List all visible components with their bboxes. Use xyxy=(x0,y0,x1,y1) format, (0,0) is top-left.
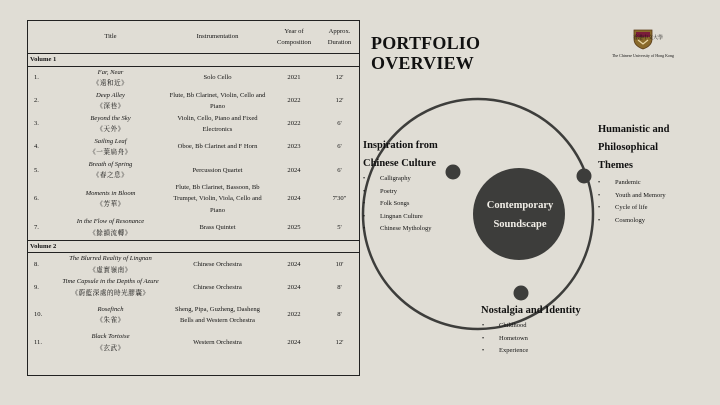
row-number: 1. xyxy=(34,74,39,82)
nostalgia-title: Nostalgia and Identity xyxy=(481,305,581,316)
row-number: 9. xyxy=(34,283,39,291)
instrumentation: Chinese Orchestra xyxy=(193,260,242,268)
instrumentation: Percussion Quartet xyxy=(192,166,243,174)
instrumentation: Oboe, Bb Clarinet and F Horn xyxy=(177,143,258,151)
work-title-zh: 《餘韻流轉》 xyxy=(89,229,132,237)
list-item: • Calligraphy xyxy=(363,173,431,186)
work-title: In the Flow of Resonance xyxy=(76,218,145,226)
header-title: Title xyxy=(54,21,167,54)
instrumentation: Violin, Cello, Piano and Fixed Electronics xyxy=(177,114,258,134)
inspiration-title xyxy=(363,137,438,173)
year: 2022 xyxy=(287,97,301,105)
work-title: Breath of Spring xyxy=(88,160,133,168)
duration: 6' xyxy=(337,166,342,174)
humanistic-title-line-1: Humanistic and xyxy=(598,124,670,135)
orbit-node-inspiration xyxy=(446,165,461,180)
list-item: • Youth and Memory xyxy=(598,190,666,203)
list-item: • Experience xyxy=(482,345,528,358)
duration: 10' xyxy=(335,260,344,268)
work-title: Sailing Leaf xyxy=(94,137,127,145)
work-title-zh: 《芳華》 xyxy=(96,201,125,209)
instrumentation: Chinese Orchestra xyxy=(193,283,242,291)
work-title-zh: 《玄武》 xyxy=(96,344,125,352)
duration: 5' xyxy=(337,224,342,232)
row-number: 5. xyxy=(34,166,39,174)
list-item: • Cosmology xyxy=(598,215,666,228)
row-number: 8. xyxy=(34,260,39,268)
duration: 8' xyxy=(337,283,342,291)
inspiration-title-line-1: Inspiration from xyxy=(363,140,438,151)
work-title: Beyond the Sky xyxy=(90,114,131,122)
duration: 6' xyxy=(337,143,342,151)
volume-label: Volume 2 xyxy=(28,240,359,253)
university-name-zh: 香港中文大學 xyxy=(633,36,664,41)
orbit-node-humanistic xyxy=(577,169,592,184)
humanistic-title-line-3: Themes xyxy=(598,160,633,171)
list-item: • Folk Songs xyxy=(363,198,431,211)
inspiration-title-line-2: Chinese Culture xyxy=(363,158,437,169)
year: 2024 xyxy=(287,283,301,291)
duration: 7'30" xyxy=(332,195,347,203)
instrumentation: Brass Quintet xyxy=(199,224,236,232)
work-title-zh: 《虛實嶺南》 xyxy=(89,266,132,274)
work-title-zh: 《春之息》 xyxy=(92,172,129,180)
row-number: 10. xyxy=(34,311,43,319)
row-number: 11. xyxy=(34,338,42,346)
work-title: Black Tortoise xyxy=(91,333,130,341)
duration: 12' xyxy=(335,74,344,82)
university-name-en: The Chinese University of Hong Kong xyxy=(611,53,675,58)
instrumentation: Flute, Bb Clarinet, Violin, Cello and Piano xyxy=(169,91,266,111)
duration: 8' xyxy=(337,311,342,319)
list-item: • Childhood xyxy=(482,320,528,333)
instrumentation: Flute, Bb Clarinet, Bassoon, Bb Trumpet, Violin, Viola, Cello and Piano xyxy=(173,183,262,214)
work-title: Deep Alley xyxy=(96,91,125,99)
humanistic-title-line-2: Philosophical xyxy=(598,142,659,153)
year: 2025 xyxy=(287,224,301,232)
row-number: 7. xyxy=(34,224,39,232)
duration: 6' xyxy=(337,120,342,128)
list-item: • Hometown xyxy=(482,333,528,346)
work-title: The Blurred Reality of Lingnan xyxy=(69,255,152,263)
year: 2021 xyxy=(287,74,301,82)
year: 2024 xyxy=(287,260,301,268)
hub-label-line-1: Contemporary xyxy=(486,200,554,211)
year: 2022 xyxy=(287,311,301,319)
title-line-1: PORTFOLIO xyxy=(371,33,481,53)
orbit-node-nostalgia xyxy=(514,286,529,301)
row-number: 6. xyxy=(34,195,39,203)
work-title-zh: 《一葉扁舟》 xyxy=(89,149,132,157)
year: 2022 xyxy=(287,120,301,128)
volume-label: Volume 1 xyxy=(28,54,359,67)
work-title: Moments in Bloom xyxy=(85,189,136,197)
instrumentation: Sheng, Pipa, Guzheng, Dasheng Bells and Western Orchestra xyxy=(175,305,260,325)
nostalgia-list xyxy=(482,320,528,358)
work-title: Far, Near xyxy=(97,68,124,76)
list-item: • Chinese Mythology xyxy=(363,223,431,236)
hub-label-line-2: Soundscape xyxy=(493,219,547,230)
title-line-2: OVERVIEW xyxy=(371,53,474,73)
humanistic-list xyxy=(598,177,666,227)
work-title-zh: 《深巷》 xyxy=(96,103,125,111)
row-number: 3. xyxy=(34,120,39,128)
work-title-zh: 《朱雀》 xyxy=(96,317,125,325)
list-item: • Poetry xyxy=(363,186,431,199)
instrumentation: Solo Cello xyxy=(203,74,232,82)
work-title-zh: 《天外》 xyxy=(96,126,125,134)
work-title: Rosefinch xyxy=(97,305,124,313)
duration: 12' xyxy=(335,97,344,105)
inspiration-list xyxy=(363,173,431,236)
list-item: • Lingnan Culture xyxy=(363,211,431,224)
list-item: • Pandemic xyxy=(598,177,666,190)
header-year: Year of Composition xyxy=(268,21,320,54)
year: 2024 xyxy=(287,195,301,203)
duration: 12' xyxy=(335,338,344,346)
hub-label xyxy=(476,196,564,234)
list-item: • Cycle of life xyxy=(598,202,666,215)
work-title-zh: 《蔚藍深處的時光膠囊》 xyxy=(71,289,150,297)
work-title: Time Capsule in the Depths of Azure xyxy=(62,278,159,286)
row-number: 4. xyxy=(34,143,39,151)
humanistic-title xyxy=(598,121,669,175)
header-instrumentation: Instrumentation xyxy=(167,21,268,54)
header-duration: Approx. Duration xyxy=(320,21,359,54)
instrumentation: Western Orchestra xyxy=(193,338,242,346)
year: 2024 xyxy=(287,166,301,174)
year: 2023 xyxy=(287,143,301,151)
work-title-zh: 《遠和近》 xyxy=(92,80,129,88)
year: 2024 xyxy=(287,338,301,346)
row-number: 2. xyxy=(34,97,39,105)
